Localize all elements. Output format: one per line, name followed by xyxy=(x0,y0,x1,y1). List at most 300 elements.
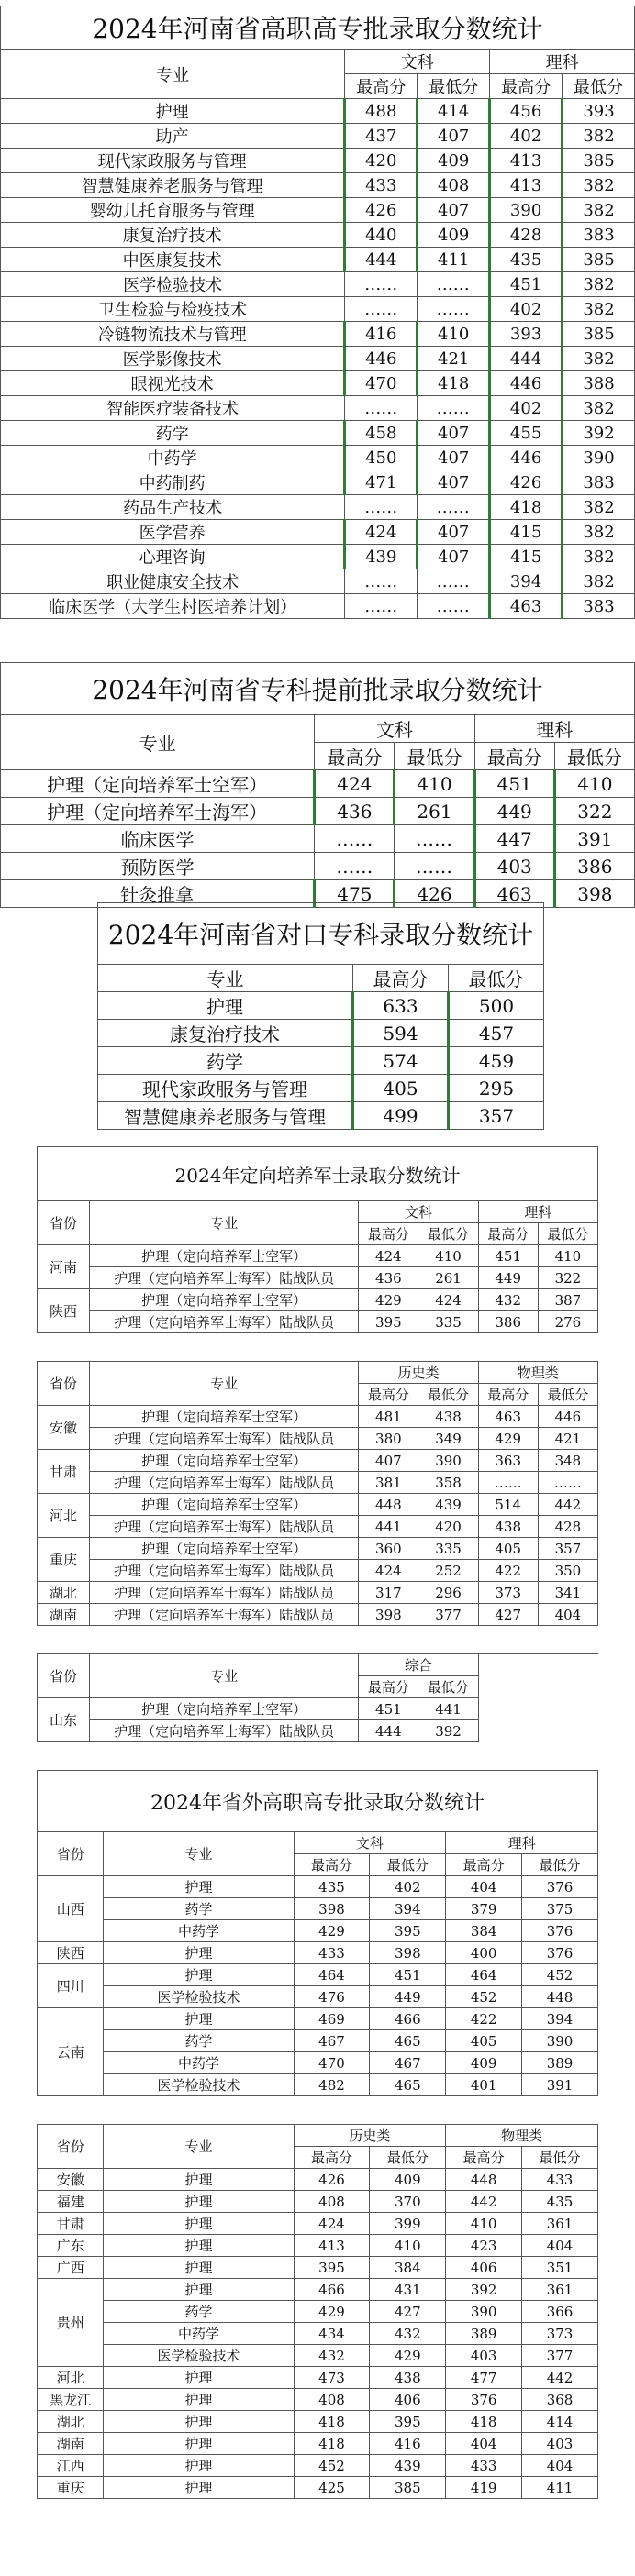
max-cell: 437 xyxy=(345,124,418,149)
min-cell: 385 xyxy=(563,149,635,173)
min-cell: 404 xyxy=(538,1604,597,1626)
major-cell: 智慧健康养老服务与管理 xyxy=(1,173,345,198)
max-cell: 386 xyxy=(478,1311,538,1333)
major-cell: 针灸推拿 xyxy=(1,880,315,908)
min-cell: …… xyxy=(418,594,490,619)
min-cell: 465 xyxy=(370,2074,446,2096)
major-cell: 冷链物流技术与管理 xyxy=(1,322,345,347)
header-min: 最低分 xyxy=(418,1223,478,1245)
min-cell: 276 xyxy=(538,1311,597,1333)
max-cell: 499 xyxy=(353,1102,449,1130)
province-cell: 河北 xyxy=(38,2367,104,2389)
min-cell: 370 xyxy=(370,2191,446,2213)
major-cell: 药品生产技术 xyxy=(1,495,345,520)
min-cell: 382 xyxy=(563,198,635,223)
min-cell: 382 xyxy=(563,297,635,322)
max-cell: 481 xyxy=(359,1406,418,1428)
max-cell: 451 xyxy=(490,272,563,297)
max-cell: 418 xyxy=(294,2411,370,2433)
table-row xyxy=(1,520,635,545)
max-cell: 446 xyxy=(490,371,563,396)
table-title: 2024年定向培养军士录取分数统计 xyxy=(38,1147,598,1201)
min-cell: 414 xyxy=(418,99,490,124)
max-cell: 463 xyxy=(478,1406,538,1428)
max-cell: 401 xyxy=(446,2074,522,2096)
header-wenke: 文科 xyxy=(315,715,474,743)
table-row xyxy=(38,1964,598,1986)
major-cell: 临床医学（大学生村医培养计划） xyxy=(1,594,345,619)
min-cell: …… xyxy=(418,272,490,297)
major-cell: 中药学 xyxy=(1,446,345,470)
max-cell: 439 xyxy=(345,545,418,569)
major-cell: 药学 xyxy=(98,1047,353,1075)
table-row xyxy=(38,1720,598,1742)
table-hn-tiqian xyxy=(0,662,635,908)
province-cell: 云南 xyxy=(38,2008,104,2096)
max-cell: 400 xyxy=(446,1942,522,1964)
max-cell: 390 xyxy=(490,198,563,223)
min-cell: 382 xyxy=(563,124,635,149)
major-cell: 护理（定向培养军士海军）陆战队员 xyxy=(90,1604,359,1626)
max-cell: 435 xyxy=(490,248,563,272)
major-cell: 护理（定向培养军士空军） xyxy=(90,1289,359,1311)
table-row xyxy=(1,272,635,297)
header-max: 最高分 xyxy=(490,74,563,99)
province-cell: 重庆 xyxy=(38,2477,104,2499)
province-cell: 山西 xyxy=(38,1876,104,1942)
min-cell: 383 xyxy=(563,594,635,619)
header-max: 最高分 xyxy=(345,74,418,99)
max-cell: 469 xyxy=(294,2008,370,2030)
major-cell: 护理（定向培养军士空军） xyxy=(90,1245,359,1267)
major-cell: 临床医学 xyxy=(1,825,315,853)
max-cell: 438 xyxy=(478,1516,538,1538)
max-cell: 448 xyxy=(359,1494,418,1516)
table-title: 2024年河南省对口专科录取分数统计 xyxy=(98,903,544,965)
table-row xyxy=(38,1538,598,1560)
header-wenke: 文科 xyxy=(345,50,490,74)
max-cell: 466 xyxy=(294,2279,370,2301)
min-cell: 409 xyxy=(418,223,490,248)
min-cell: 407 xyxy=(418,545,490,569)
min-cell: 421 xyxy=(418,347,490,371)
max-cell: 407 xyxy=(359,1450,418,1472)
max-cell: 413 xyxy=(294,2235,370,2257)
min-cell: 407 xyxy=(418,470,490,495)
min-cell: 398 xyxy=(554,880,634,908)
table-row xyxy=(38,2074,598,2096)
header-major: 专业 xyxy=(1,715,315,770)
max-cell: 424 xyxy=(345,520,418,545)
min-cell: 366 xyxy=(522,2301,598,2323)
header-max: 最高分 xyxy=(359,1384,418,1406)
min-cell: 395 xyxy=(370,1920,446,1942)
min-cell: …… xyxy=(395,825,474,853)
max-cell: 420 xyxy=(345,149,418,173)
header-min: 最低分 xyxy=(418,1384,478,1406)
province-cell: 广西 xyxy=(38,2257,104,2279)
table-row xyxy=(1,825,635,853)
min-cell: 439 xyxy=(370,2455,446,2477)
table-row xyxy=(1,421,635,446)
header-wenke: 文科 xyxy=(294,1832,446,1854)
major-cell: 智慧健康养老服务与管理 xyxy=(98,1102,353,1130)
min-cell: 296 xyxy=(418,1582,478,1604)
min-cell: 395 xyxy=(370,2411,446,2433)
max-cell: 426 xyxy=(490,470,563,495)
min-cell: 377 xyxy=(522,2345,598,2367)
table-row xyxy=(38,1582,598,1604)
major-cell: 护理（定向培养军士空军） xyxy=(90,1406,359,1428)
province-cell: 河南 xyxy=(38,1245,90,1289)
table-shengwai xyxy=(37,1770,598,2499)
max-cell: 389 xyxy=(446,2323,522,2345)
min-cell: 295 xyxy=(449,1075,544,1102)
table-row xyxy=(38,2477,598,2499)
min-cell: 409 xyxy=(418,149,490,173)
header-min: 最低分 xyxy=(449,965,544,992)
max-cell: 594 xyxy=(353,1020,449,1047)
min-cell: 376 xyxy=(522,1876,598,1898)
max-cell: 477 xyxy=(446,2367,522,2389)
header-major: 专业 xyxy=(90,1201,359,1245)
header-min: 最低分 xyxy=(522,1854,598,1876)
min-cell: 383 xyxy=(563,470,635,495)
table-row xyxy=(38,1450,598,1472)
min-cell: …… xyxy=(418,495,490,520)
table-row xyxy=(1,248,635,272)
max-cell: 470 xyxy=(345,371,418,396)
min-cell: 406 xyxy=(370,2389,446,2411)
header-major: 专业 xyxy=(104,2125,294,2169)
max-cell: 394 xyxy=(490,569,563,594)
header-like: 理科 xyxy=(478,1201,597,1223)
max-cell: 395 xyxy=(359,1311,418,1333)
max-cell: 429 xyxy=(478,1428,538,1450)
header-min: 最低分 xyxy=(370,2147,446,2169)
major-cell: 医学检验技术 xyxy=(104,1986,294,2008)
province-cell: 安徽 xyxy=(38,2169,104,2191)
header-max: 最高分 xyxy=(294,2147,370,2169)
max-cell: 429 xyxy=(294,2301,370,2323)
major-cell: 护理 xyxy=(104,2433,294,2455)
major-cell: 卫生检验与检疫技术 xyxy=(1,297,345,322)
province-cell: 河北 xyxy=(38,1494,90,1538)
min-cell: 410 xyxy=(538,1245,597,1267)
min-cell: 390 xyxy=(563,446,635,470)
max-cell: 406 xyxy=(446,2257,522,2279)
max-cell: 384 xyxy=(446,1920,522,1942)
max-cell: …… xyxy=(478,1472,538,1494)
min-cell: 448 xyxy=(522,1986,598,2008)
min-cell: 335 xyxy=(418,1311,478,1333)
table-row xyxy=(38,2213,598,2235)
major-cell: 护理（定向培养军士海军）陆战队员 xyxy=(90,1720,359,1742)
max-cell: 426 xyxy=(345,198,418,223)
major-cell: 中药学 xyxy=(104,2052,294,2074)
major-cell: 护理（定向培养军士空军） xyxy=(90,1450,359,1472)
table-row xyxy=(1,297,635,322)
min-cell: 387 xyxy=(538,1289,597,1311)
max-cell: 405 xyxy=(478,1538,538,1560)
max-cell: 380 xyxy=(359,1428,418,1450)
max-cell: 390 xyxy=(446,2301,522,2323)
min-cell: 261 xyxy=(395,798,474,825)
min-cell: 432 xyxy=(370,2323,446,2345)
province-cell: 安徽 xyxy=(38,1406,90,1450)
max-cell: 317 xyxy=(359,1582,418,1604)
min-cell: 426 xyxy=(395,880,474,908)
province-cell: 甘肃 xyxy=(38,1450,90,1494)
max-cell: 444 xyxy=(490,347,563,371)
max-cell: 408 xyxy=(294,2389,370,2411)
major-cell: 医学检验技术 xyxy=(104,2345,294,2367)
max-cell: 446 xyxy=(345,347,418,371)
header-province: 省份 xyxy=(38,1832,104,1876)
major-cell: 药学 xyxy=(104,2301,294,2323)
header-like: 理科 xyxy=(490,50,635,74)
major-cell: 护理（定向培养军士空军） xyxy=(90,1698,359,1720)
table-row xyxy=(38,2008,598,2030)
table-row xyxy=(1,149,635,173)
max-cell: 464 xyxy=(294,1964,370,1986)
min-cell: …… xyxy=(418,297,490,322)
min-cell: 451 xyxy=(370,1964,446,1986)
table-row xyxy=(38,2411,598,2433)
max-cell: 403 xyxy=(474,853,554,880)
table-row xyxy=(38,1472,598,1494)
max-cell: 463 xyxy=(474,880,554,908)
max-cell: 422 xyxy=(478,1560,538,1582)
max-cell: 467 xyxy=(294,2030,370,2052)
table-row xyxy=(1,371,635,396)
min-cell: 368 xyxy=(522,2389,598,2411)
max-cell: 429 xyxy=(294,1920,370,1942)
max-cell: 373 xyxy=(478,1582,538,1604)
max-cell: 633 xyxy=(353,992,449,1020)
max-cell: 393 xyxy=(490,322,563,347)
major-cell: 护理 xyxy=(104,2279,294,2301)
min-cell: 408 xyxy=(418,173,490,198)
max-cell: 404 xyxy=(446,1876,522,1898)
max-cell: 452 xyxy=(446,1986,522,2008)
header-major: 专业 xyxy=(90,1362,359,1406)
min-cell: 446 xyxy=(538,1406,597,1428)
max-cell: 452 xyxy=(294,2455,370,2477)
max-cell: 405 xyxy=(446,2030,522,2052)
section-hn-tiqian xyxy=(0,662,635,906)
header-physics: 物理类 xyxy=(478,1362,597,1384)
major-cell: 护理 xyxy=(1,99,345,124)
major-cell: 护理 xyxy=(104,2191,294,2213)
major-cell: 护理（定向培养军士空军） xyxy=(90,1494,359,1516)
major-cell: 心理咨询 xyxy=(1,545,345,569)
min-cell: 335 xyxy=(418,1538,478,1560)
max-cell: 424 xyxy=(315,770,395,798)
min-cell: 403 xyxy=(522,2433,598,2455)
major-cell: 药学 xyxy=(1,421,345,446)
min-cell: 427 xyxy=(370,2301,446,2323)
min-cell: 435 xyxy=(522,2191,598,2213)
header-min: 最低分 xyxy=(522,2147,598,2169)
max-cell: 363 xyxy=(478,1450,538,1472)
max-cell: 429 xyxy=(359,1289,418,1311)
max-cell: 574 xyxy=(353,1047,449,1075)
header-history: 历史类 xyxy=(359,1362,478,1384)
max-cell: 423 xyxy=(446,2235,522,2257)
province-cell: 甘肃 xyxy=(38,2213,104,2235)
header-province: 省份 xyxy=(38,1654,90,1698)
max-cell: 392 xyxy=(446,2279,522,2301)
max-cell: 376 xyxy=(446,2389,522,2411)
max-cell: 440 xyxy=(345,223,418,248)
table-row xyxy=(38,1898,598,1920)
min-cell: 404 xyxy=(522,2455,598,2477)
max-cell: 413 xyxy=(490,173,563,198)
min-cell: …… xyxy=(418,569,490,594)
min-cell: 411 xyxy=(522,2477,598,2499)
max-cell: 398 xyxy=(294,1898,370,1920)
major-cell: 中医康复技术 xyxy=(1,248,345,272)
max-cell: 379 xyxy=(446,1898,522,1920)
major-cell: 护理（定向培养军士海军）陆战队员 xyxy=(90,1472,359,1494)
table-row xyxy=(38,2389,598,2411)
table-row xyxy=(1,99,635,124)
table-row xyxy=(38,1289,598,1311)
max-cell: 416 xyxy=(345,322,418,347)
major-cell: 护理（定向培养军士海军）陆战队员 xyxy=(90,1267,359,1289)
table-row xyxy=(38,2052,598,2074)
min-cell: 411 xyxy=(418,248,490,272)
max-cell: 475 xyxy=(315,880,395,908)
header-history: 历史类 xyxy=(294,2125,446,2147)
table-row xyxy=(38,1245,598,1267)
min-cell: 407 xyxy=(418,198,490,223)
min-cell: 428 xyxy=(538,1516,597,1538)
min-cell: …… xyxy=(395,853,474,880)
header-min: 最低分 xyxy=(418,74,490,99)
max-cell: 418 xyxy=(446,2411,522,2433)
min-cell: 261 xyxy=(418,1267,478,1289)
table-row xyxy=(1,495,635,520)
spacer xyxy=(38,1333,598,1362)
major-cell: 护理（定向培养军士空军） xyxy=(1,770,315,798)
min-cell: 389 xyxy=(522,2052,598,2074)
header-max: 最高分 xyxy=(478,1384,538,1406)
min-cell: 351 xyxy=(522,2257,598,2279)
min-cell: 376 xyxy=(522,1942,598,1964)
major-cell: 护理 xyxy=(104,2455,294,2477)
max-cell: 422 xyxy=(446,2008,522,2030)
min-cell: 449 xyxy=(370,1986,446,2008)
max-cell: 405 xyxy=(353,1075,449,1102)
major-cell: 护理 xyxy=(104,2389,294,2411)
min-cell: 377 xyxy=(418,1604,478,1626)
header-max: 最高分 xyxy=(474,743,554,770)
table-hn-gaozhi xyxy=(0,6,635,619)
major-cell: 护理（定向培养军士海军）陆战队员 xyxy=(90,1311,359,1333)
major-cell: 护理（定向培养军士海军）陆战队员 xyxy=(90,1560,359,1582)
major-cell: 中药制药 xyxy=(1,470,345,495)
header-major: 专业 xyxy=(1,50,345,99)
min-cell: 399 xyxy=(370,2213,446,2235)
province-cell: 广东 xyxy=(38,2235,104,2257)
min-cell: 375 xyxy=(522,1898,598,1920)
header-min: 最低分 xyxy=(538,1384,597,1406)
table-row xyxy=(38,2301,598,2323)
max-cell: 432 xyxy=(294,2345,370,2367)
table-row xyxy=(38,1876,598,1898)
min-cell: 410 xyxy=(370,2235,446,2257)
table-row xyxy=(38,2257,598,2279)
max-cell: 403 xyxy=(446,2345,522,2367)
province-cell: 江西 xyxy=(38,2455,104,2477)
table-row xyxy=(1,198,635,223)
major-cell: 药学 xyxy=(104,2030,294,2052)
max-cell: 381 xyxy=(359,1472,418,1494)
major-cell: 护理（定向培养军士海军） xyxy=(1,798,315,825)
table-row xyxy=(1,853,635,880)
min-cell: 418 xyxy=(418,371,490,396)
max-cell: 419 xyxy=(446,2477,522,2499)
min-cell: 376 xyxy=(522,1920,598,1942)
province-cell: 黑龙江 xyxy=(38,2389,104,2411)
max-cell: 482 xyxy=(294,2074,370,2096)
min-cell: 410 xyxy=(418,322,490,347)
table-row xyxy=(38,2235,598,2257)
header-major: 专业 xyxy=(104,1832,294,1876)
section-dingxiang xyxy=(37,1146,598,1742)
min-cell: 391 xyxy=(554,825,634,853)
max-cell: …… xyxy=(345,297,418,322)
major-cell: 职业健康安全技术 xyxy=(1,569,345,594)
min-cell: 388 xyxy=(563,371,635,396)
min-cell: 391 xyxy=(522,2074,598,2096)
major-cell: 护理 xyxy=(104,1942,294,1964)
table-row xyxy=(38,2455,598,2477)
min-cell: 467 xyxy=(370,2052,446,2074)
province-cell: 重庆 xyxy=(38,1538,90,1582)
table-row xyxy=(38,2169,598,2191)
max-cell: 415 xyxy=(490,520,563,545)
header-like: 理科 xyxy=(446,1832,598,1854)
table-row xyxy=(38,1986,598,2008)
table-row xyxy=(38,1267,598,1289)
table-row xyxy=(1,173,635,198)
min-cell: 382 xyxy=(563,173,635,198)
max-cell: 428 xyxy=(490,223,563,248)
table-row xyxy=(38,1494,598,1516)
min-cell: 442 xyxy=(538,1494,597,1516)
table-row xyxy=(38,1428,598,1450)
min-cell: 382 xyxy=(563,569,635,594)
section-hn-gaozhi xyxy=(0,6,635,642)
min-cell: 410 xyxy=(554,770,634,798)
province-cell: 湖北 xyxy=(38,2411,104,2433)
max-cell: 433 xyxy=(446,2455,522,2477)
max-cell: 447 xyxy=(474,825,554,853)
min-cell: 357 xyxy=(538,1538,597,1560)
min-cell: 407 xyxy=(418,520,490,545)
header-major: 专业 xyxy=(90,1654,359,1698)
max-cell: 451 xyxy=(478,1245,538,1267)
min-cell: 361 xyxy=(522,2213,598,2235)
min-cell: 410 xyxy=(395,770,474,798)
min-cell: 382 xyxy=(563,272,635,297)
min-cell: 392 xyxy=(418,1720,478,1742)
max-cell: 427 xyxy=(478,1604,538,1626)
table-row xyxy=(1,322,635,347)
